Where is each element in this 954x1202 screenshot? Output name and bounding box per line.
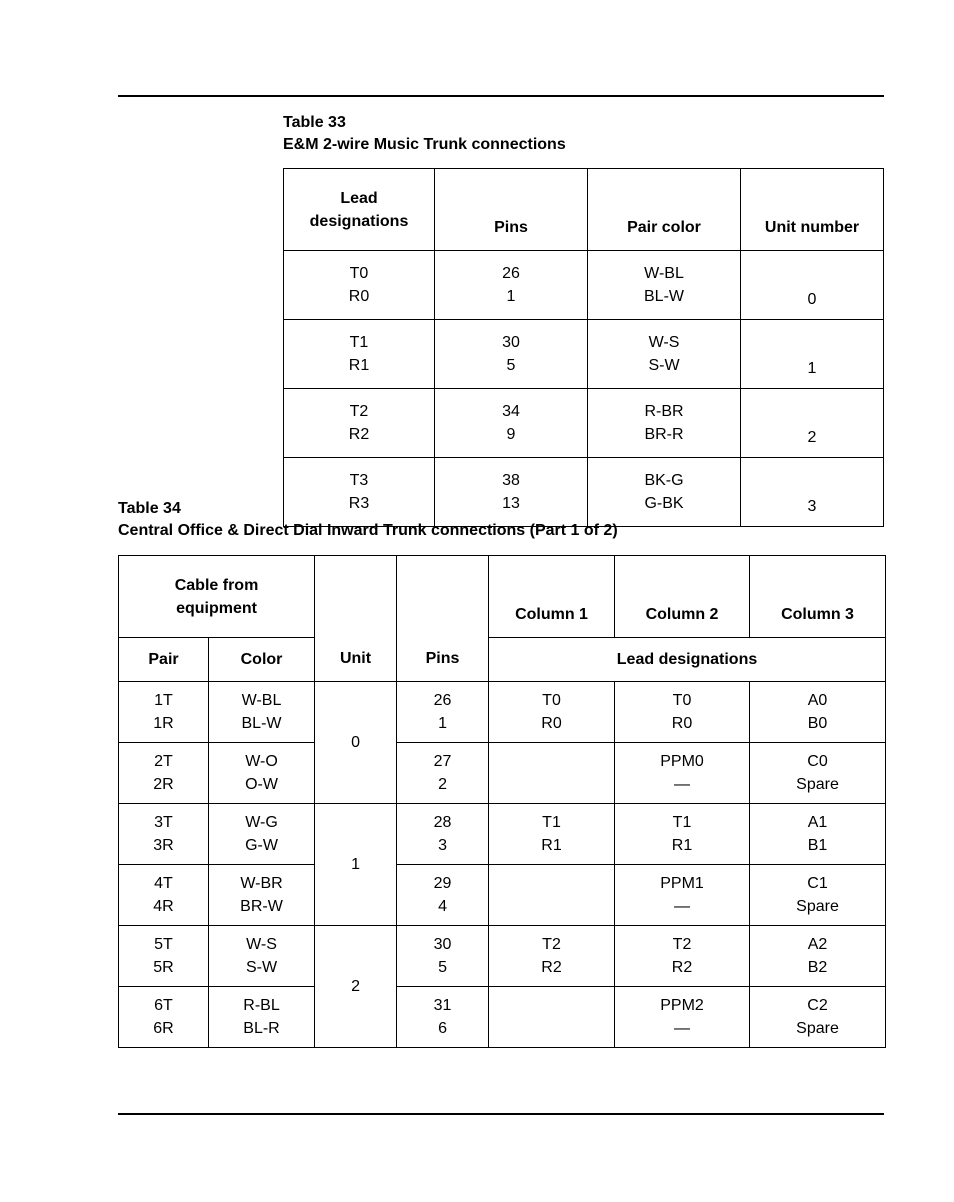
- column2-cell: T0 R0: [615, 682, 750, 743]
- pins-cell: 34 9: [435, 389, 588, 458]
- lead-cell: T0 R0: [284, 251, 435, 320]
- pair-cell: 3T 3R: [119, 804, 209, 865]
- pins-cell: 27 2: [397, 743, 489, 804]
- header-cable-from-equipment: Cable from equipment: [119, 556, 315, 638]
- top-rule: [118, 95, 884, 97]
- table33: [283, 168, 884, 527]
- unit-cell: 1: [741, 320, 884, 389]
- column2-cell: T2 R2: [615, 926, 750, 987]
- table-row: [284, 389, 884, 458]
- table33-title: E&M 2-wire Music Trunk connections: [283, 136, 566, 153]
- header-pair: Pair: [119, 638, 209, 682]
- unit-cell: 0: [315, 682, 397, 804]
- header-lead-designations: Lead designations: [284, 169, 435, 251]
- pins-cell: 29 4: [397, 865, 489, 926]
- table-row: [119, 865, 886, 926]
- table34-title: Central Office & Direct Dial Inward Trunk connections (Part 1 of 2): [118, 522, 618, 539]
- lead-cell: T3 R3: [284, 458, 435, 527]
- header-unit: Unit: [315, 556, 397, 682]
- unit-cell: 2: [741, 389, 884, 458]
- table-row: [119, 987, 886, 1048]
- column2-cell: PPM1 —: [615, 865, 750, 926]
- header-pins: Pins: [435, 169, 588, 251]
- table34-caption: [118, 498, 618, 542]
- column3-cell: A2 B2: [750, 926, 886, 987]
- unit-cell: 0: [741, 251, 884, 320]
- pair-cell: 2T 2R: [119, 743, 209, 804]
- header-column-3: Column 3: [750, 556, 886, 638]
- column1-cell: [489, 865, 615, 926]
- unit-cell: 1: [315, 804, 397, 926]
- pins-cell: 30 5: [397, 926, 489, 987]
- column1-cell: T1 R1: [489, 804, 615, 865]
- header-column-1: Column 1: [489, 556, 615, 638]
- color-cell: W-BR BR-W: [209, 865, 315, 926]
- pins-cell: 38 13: [435, 458, 588, 527]
- pins-cell: 26 1: [397, 682, 489, 743]
- column1-cell: T0 R0: [489, 682, 615, 743]
- color-cell: W-BL BL-W: [588, 251, 741, 320]
- color-cell: W-G G-W: [209, 804, 315, 865]
- pins-cell: 26 1: [435, 251, 588, 320]
- bottom-rule: [118, 1113, 884, 1115]
- column3-cell: A0 B0: [750, 682, 886, 743]
- table-row: [284, 251, 884, 320]
- color-cell: W-BL BL-W: [209, 682, 315, 743]
- column1-cell: [489, 743, 615, 804]
- table33-caption: [283, 112, 566, 156]
- table33-label: Table 33: [283, 114, 346, 131]
- header-pair-color: Pair color: [588, 169, 741, 251]
- unit-cell: 3: [741, 458, 884, 527]
- header-column-2: Column 2: [615, 556, 750, 638]
- pair-cell: 6T 6R: [119, 987, 209, 1048]
- column3-cell: C0 Spare: [750, 743, 886, 804]
- unit-cell: 2: [315, 926, 397, 1048]
- pair-cell: 4T 4R: [119, 865, 209, 926]
- color-cell: W-S S-W: [209, 926, 315, 987]
- table-row: [119, 926, 886, 987]
- pair-cell: 1T 1R: [119, 682, 209, 743]
- table-row: [119, 804, 886, 865]
- table-row: [119, 743, 886, 804]
- header-unit-number: Unit number: [741, 169, 884, 251]
- lead-cell: T2 R2: [284, 389, 435, 458]
- header-color: Color: [209, 638, 315, 682]
- color-cell: R-BR BR-R: [588, 389, 741, 458]
- color-cell: W-O O-W: [209, 743, 315, 804]
- pins-cell: 30 5: [435, 320, 588, 389]
- color-cell: R-BL BL-R: [209, 987, 315, 1048]
- table-row: [284, 320, 884, 389]
- color-cell: BK-G G-BK: [588, 458, 741, 527]
- header-lead-designations: Lead designations: [489, 638, 886, 682]
- header-pins: Pins: [397, 556, 489, 682]
- color-cell: W-S S-W: [588, 320, 741, 389]
- pins-cell: 31 6: [397, 987, 489, 1048]
- column3-cell: C1 Spare: [750, 865, 886, 926]
- column1-cell: [489, 987, 615, 1048]
- table-row: [119, 682, 886, 743]
- column3-cell: A1 B1: [750, 804, 886, 865]
- pair-cell: 5T 5R: [119, 926, 209, 987]
- column1-cell: T2 R2: [489, 926, 615, 987]
- column3-cell: C2 Spare: [750, 987, 886, 1048]
- lead-cell: T1 R1: [284, 320, 435, 389]
- column2-cell: PPM0 —: [615, 743, 750, 804]
- pins-cell: 28 3: [397, 804, 489, 865]
- column2-cell: PPM2 —: [615, 987, 750, 1048]
- table34: [118, 555, 886, 1048]
- table34-label: Table 34: [118, 500, 181, 517]
- column2-cell: T1 R1: [615, 804, 750, 865]
